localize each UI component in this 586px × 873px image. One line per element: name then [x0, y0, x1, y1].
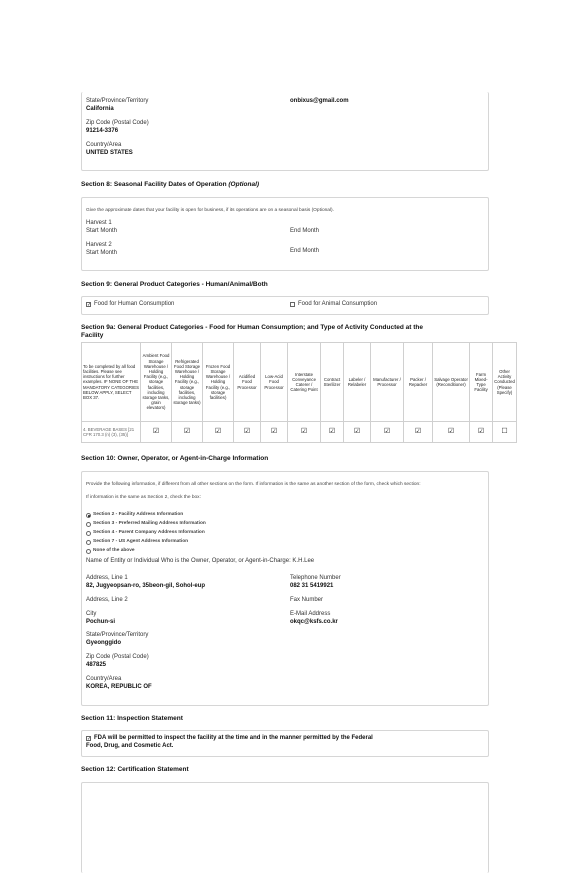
city-label: City: [86, 611, 97, 617]
harvest2-start-label: Start Month: [86, 250, 118, 256]
state-label: State/Province/Territory: [86, 98, 149, 104]
email10-value: okqc@ksfs.co.kr: [290, 619, 338, 625]
section10-instruction: Provide the following information, if different from all other sections on the form. If information is the same as another section of the form, check which section:: [86, 482, 421, 487]
section8-title-text: Section 8: Seasonal Facility Dates of Operation: [81, 181, 227, 188]
col-acidified: Acidified Food Processor: [234, 343, 261, 422]
zip-label: Zip Code (Postal Code): [86, 120, 149, 126]
row-check-contract-sterilizer[interactable]: ☑: [321, 422, 344, 443]
animal-consumption-label: Food for Animal Consumption: [298, 301, 378, 307]
col-contract-sterilizer: Contract Sterilizer: [321, 343, 344, 422]
radio-none[interactable]: [86, 549, 91, 554]
row-check-refrigerated[interactable]: ☑: [172, 422, 203, 443]
row-check-frozen[interactable]: ☑: [203, 422, 234, 443]
section10-title: Section 10: Owner, Operator, or Agent-in-Charge Information: [81, 455, 269, 462]
radio-section3[interactable]: [86, 522, 91, 527]
harvest1-start-label: Start Month: [86, 228, 118, 234]
human-consumption-checkbox[interactable]: ✓: [87, 302, 92, 308]
phone-label: Telephone Number: [290, 575, 341, 581]
section9a-beverage-row: [82, 422, 517, 443]
col-other: Other Activity Conducted (Please Specify): [493, 343, 517, 422]
address1-value: 82, Jugyeopsan-ro, 35beon-gil, Sohol-eup: [86, 583, 206, 589]
section11-title: Section 11: Inspection Statement: [81, 715, 183, 722]
country-value: UNITED STATES: [86, 150, 133, 156]
human-consumption-label: Food for Human Consumption: [94, 301, 175, 307]
fax-label: Fax Number: [290, 597, 324, 603]
row-beverage-bases-label: 4. BEVERAGE BASES [21 CFR 170.3 (n) (3), (35)]: [82, 422, 141, 443]
country-label: Country/Area: [86, 142, 122, 148]
section10-same-as: If information is the same as Section 2, check the box:: [86, 495, 201, 500]
row-check-manufacturer[interactable]: ☑: [371, 422, 404, 443]
row-check-other[interactable]: ☐: [493, 422, 517, 443]
harvest2-end-label: End Month: [290, 248, 320, 254]
section9a-header-row: [82, 343, 517, 422]
harvest1-label: Harvest 1: [86, 220, 112, 226]
city-value: Pochun-si: [86, 619, 116, 625]
zip10-label: Zip Code (Postal Code): [86, 654, 149, 660]
col-ambient: Ambient Food Storage Warehouse / Holding Facility (e.g., storage facilities, including storage tanks, grain elevators): [141, 343, 172, 422]
radio-section4-label: Section 4 - Parent Company Address Information: [93, 530, 205, 535]
col-packer: Packer / Repacker: [404, 343, 433, 422]
col-refrigerated: Refrigerated Food Storage Warehouse / Holding Facility (e.g., storage facilities, including storage tanks): [172, 343, 203, 422]
state10-value: Gyeonggido: [86, 640, 121, 646]
radio-section7-label: Section 7 - US Agent Address Information: [93, 539, 189, 544]
state10-label: State/Province/Territory: [86, 632, 149, 638]
email10-label: E-Mail Address: [290, 611, 331, 617]
section9-title: Section 9: General Product Categories - Human/Animal/Both: [81, 281, 268, 288]
animal-consumption-checkbox[interactable]: [290, 302, 295, 307]
section8-title-suffix: (Optional): [228, 181, 260, 188]
row-check-low-acid[interactable]: ☑: [261, 422, 288, 443]
section12-title: Section 12: Certification Statement: [81, 766, 189, 773]
radio-section2[interactable]: [86, 513, 91, 518]
row-check-packer[interactable]: ☑: [404, 422, 433, 443]
zip10-value: 487825: [86, 662, 107, 668]
harvest2-label: Harvest 2: [86, 242, 112, 248]
radio-none-label: None of the above: [93, 548, 135, 553]
col-manufacturer: Manufacturer / Processor: [371, 343, 404, 422]
inspection-statement-line2: Food, Drug, and Cosmetic Act.: [86, 743, 174, 749]
col-labeler: Labeler / Relabeler: [344, 343, 371, 422]
address1-label: Address, Line 1: [86, 575, 128, 581]
section9a-title-line2: Facility: [81, 332, 104, 339]
radio-section4[interactable]: [86, 531, 91, 536]
row-check-ambient[interactable]: ☑: [141, 422, 172, 443]
entity-name: Name of Entity or Individual Who is the Owner, Operator, or Agent-in-Charge: K.H.Lee: [86, 558, 315, 564]
email-value: onbixus@gmail.com: [290, 98, 349, 104]
section9a-table: [81, 342, 517, 443]
radio-section2-label: Section 2 - Facility Address Information: [93, 512, 184, 517]
row-check-acidified[interactable]: ☑: [234, 422, 261, 443]
section8-title: [81, 181, 259, 188]
row-check-salvage[interactable]: ☑: [433, 422, 470, 443]
radio-section3-label: Section 3 - Preferred Mailing Address Information: [93, 521, 206, 526]
section12-box: [81, 782, 489, 873]
col-frozen: Frozen Food Storage Warehouse / Holding Facility (e.g., storage facilities): [203, 343, 234, 422]
section9a-intro: To be completed by all food facilities. Please see instructions for further examples. IF NONE OF THE MANDATORY CATEGORIES BELOW APPLY, SELECT BOX 37.: [82, 343, 141, 422]
col-farm-mixed: Farm Mixed-Type Facility: [470, 343, 493, 422]
zip-value: 91214-3376: [86, 128, 119, 134]
section8-instruction: Give the approximate dates that your facility is open for business, if its operations are on a seasonal basis (Optional).: [86, 208, 334, 213]
phone-value: 082 31 5419921: [290, 583, 334, 589]
country10-label: Country/Area: [86, 676, 122, 682]
col-salvage: Salvage Operator (Reconditioner): [433, 343, 470, 422]
country10-value: KOREA, REPUBLIC OF: [86, 684, 152, 690]
address2-label: Address, Line 2: [86, 597, 128, 603]
col-low-acid: Low-Acid Food Processor: [261, 343, 288, 422]
inspection-statement-line1: FDA will be permitted to inspect the facility at the time and in the manner permitted by the Federal: [94, 735, 373, 741]
harvest1-end-label: End Month: [290, 228, 320, 234]
radio-section7[interactable]: [86, 540, 91, 545]
state-value: California: [86, 106, 114, 112]
row-check-interstate[interactable]: ☑: [288, 422, 321, 443]
row-check-labeler[interactable]: ☑: [344, 422, 371, 443]
row-check-farm-mixed[interactable]: ☑: [470, 422, 493, 443]
col-interstate: Interstate Conveyance Caterer / Catering Point: [288, 343, 321, 422]
inspection-checkbox[interactable]: ✓: [87, 736, 92, 742]
section9a-title-line1: Section 9a: General Product Categories - Food for Human Consumption; and Type of Activity Conducted at the: [81, 324, 423, 331]
